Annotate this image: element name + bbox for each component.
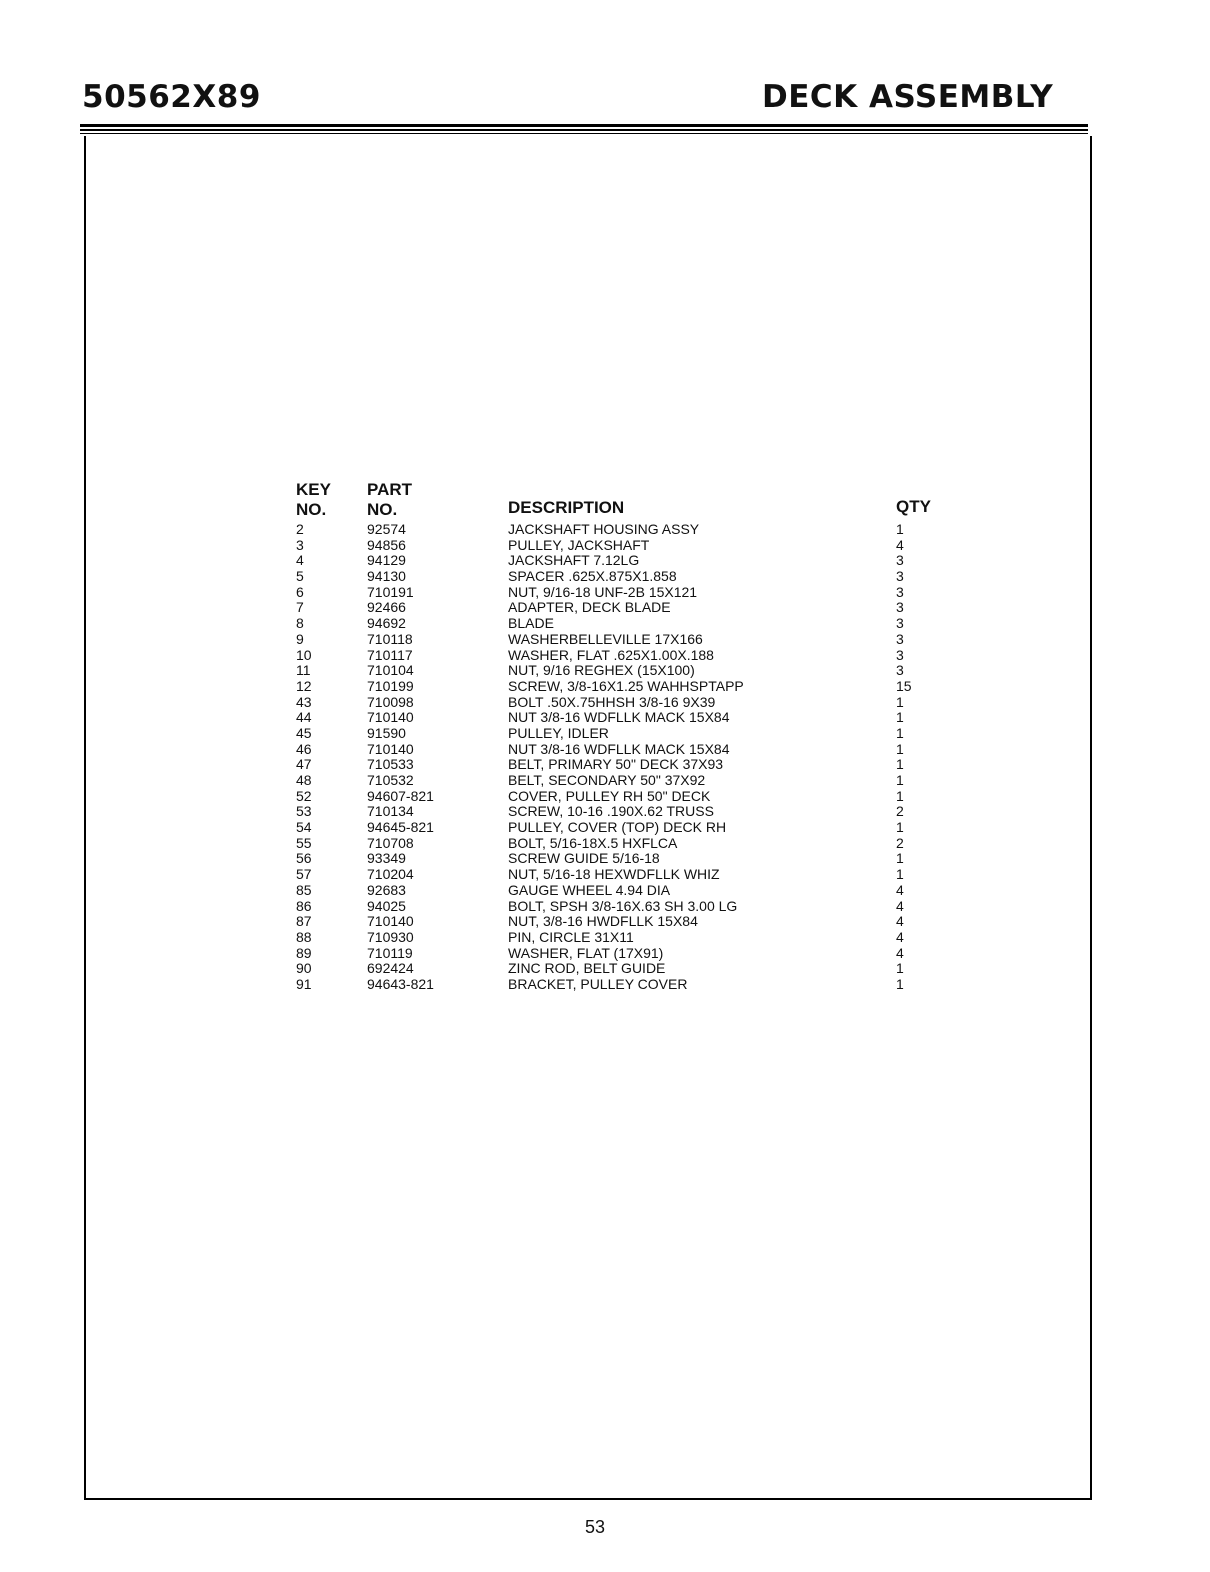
description-cell: COVER, PULLEY RH 50" DECK xyxy=(508,787,711,804)
key-cell: 56 xyxy=(296,850,312,867)
qty-cell: 1 xyxy=(896,756,904,773)
key-cell: 88 xyxy=(296,928,312,945)
table-row xyxy=(296,726,936,742)
qty-cell: 4 xyxy=(896,913,904,930)
key-cell: 3 xyxy=(296,536,304,553)
key-cell: 87 xyxy=(296,913,312,930)
part-number-cell: 710118 xyxy=(367,630,413,647)
part-number-cell: 92466 xyxy=(367,599,406,616)
qty-cell: 15 xyxy=(896,677,912,694)
key-header-line2: NO. xyxy=(296,500,327,519)
part-number-cell: 692424 xyxy=(367,960,414,977)
table-body xyxy=(296,522,936,993)
qty-cell: 3 xyxy=(896,568,904,585)
part-number-cell: 92683 xyxy=(367,881,406,898)
qty-cell: 3 xyxy=(896,630,904,647)
qty-cell: 1 xyxy=(896,975,904,992)
key-cell: 12 xyxy=(296,677,312,694)
table-row xyxy=(296,553,936,569)
description-cell: ZINC ROD, BELT GUIDE xyxy=(508,960,666,977)
table-row xyxy=(296,773,936,789)
part-number-cell: 710199 xyxy=(367,677,414,694)
part-number-cell: 94856 xyxy=(367,536,406,553)
part-number-cell: 710533 xyxy=(367,756,414,773)
qty-header: QTY xyxy=(896,497,931,516)
description-cell: BRACKET, PULLEY COVER xyxy=(508,975,688,992)
model-number: 50562X89 xyxy=(82,79,261,115)
part-number-cell: 94129 xyxy=(367,552,406,569)
qty-cell: 1 xyxy=(896,740,904,757)
table-row xyxy=(296,899,936,915)
part-number-cell: 94130 xyxy=(367,568,406,585)
description-cell: PIN, CIRCLE 31X11 xyxy=(508,928,634,945)
qty-cell: 3 xyxy=(896,583,904,600)
qty-cell: 3 xyxy=(896,599,904,616)
qty-cell: 3 xyxy=(896,646,904,663)
description-cell: BELT, PRIMARY 50" DECK 37X93 xyxy=(508,756,724,773)
table-row xyxy=(296,851,936,867)
description-cell: BLADE xyxy=(508,615,554,632)
table-row xyxy=(296,538,936,554)
description-cell: NUT 3/8-16 WDFLLK MACK 15X84 xyxy=(508,740,730,757)
key-cell: 54 xyxy=(296,819,312,836)
description-cell: WASHERBELLEVILLE 17X166 xyxy=(508,630,703,647)
part-number-cell: 92574 xyxy=(367,521,406,537)
part-number-cell: 710098 xyxy=(367,693,414,710)
description-cell: WASHER, FLAT .625X1.00X.188 xyxy=(508,646,714,663)
description-cell: NUT, 9/16-18 UNF-2B 15X121 xyxy=(508,583,698,600)
key-cell: 48 xyxy=(296,772,312,788)
key-cell: 57 xyxy=(296,866,312,883)
part-number-cell: 94025 xyxy=(367,897,406,914)
qty-cell: 1 xyxy=(896,772,904,788)
key-cell: 86 xyxy=(296,897,312,914)
table-row xyxy=(296,648,936,664)
part-number-cell: 94607-821 xyxy=(367,787,434,804)
key-cell: 55 xyxy=(296,834,312,851)
description-cell: SCREW, 3/8-16X1.25 WAHHSPTAPP xyxy=(508,677,744,694)
part-number-cell: 710191 xyxy=(367,583,414,600)
key-cell: 43 xyxy=(296,693,312,710)
qty-cell: 2 xyxy=(896,834,904,851)
description-cell: PULLEY, JACKSHAFT xyxy=(508,536,650,553)
table-row xyxy=(296,616,936,632)
qty-cell: 3 xyxy=(896,662,904,679)
part-number-cell: 710708 xyxy=(367,834,414,851)
description-cell: SPACER .625X.875X1.858 xyxy=(508,568,677,585)
part-number-cell: 710532 xyxy=(367,772,414,788)
key-cell: 46 xyxy=(296,740,312,757)
qty-cell: 3 xyxy=(896,552,904,569)
part-number-cell: 94643-821 xyxy=(367,975,434,992)
table-row xyxy=(296,757,936,773)
description-cell: BELT, SECONDARY 50" 37X92 xyxy=(508,772,706,788)
description-cell: NUT 3/8-16 WDFLLK MACK 15X84 xyxy=(508,709,730,726)
part-number-cell: 710104 xyxy=(367,662,414,679)
description-cell: NUT, 9/16 REGHEX (15X100) xyxy=(508,662,695,679)
description-cell: WASHER, FLAT (17X91) xyxy=(508,944,664,961)
part-header-line2: NO. xyxy=(367,500,398,519)
qty-cell: 1 xyxy=(896,866,904,883)
part-number-cell: 710134 xyxy=(367,803,414,820)
part-number-cell: 710140 xyxy=(367,740,414,757)
description-cell: BOLT .50X.75HHSH 3/8-16 9X39 xyxy=(508,693,716,710)
key-cell: 2 xyxy=(296,521,304,537)
part-number-cell: 94645-821 xyxy=(367,819,434,836)
qty-cell: 4 xyxy=(896,944,904,961)
part-header-line1: PART xyxy=(367,480,413,499)
key-cell: 90 xyxy=(296,960,312,977)
key-cell: 5 xyxy=(296,568,304,585)
description-cell: PULLEY, COVER (TOP) DECK RH xyxy=(508,819,727,836)
description-cell: SCREW GUIDE 5/16-18 xyxy=(508,850,660,867)
qty-cell: 1 xyxy=(896,787,904,804)
description-cell: JACKSHAFT 7.12LG xyxy=(508,552,640,569)
header-rule xyxy=(80,133,1088,134)
description-cell: NUT, 3/8-16 HWDFLLK 15X84 xyxy=(508,913,698,930)
key-cell: 8 xyxy=(296,615,304,632)
key-cell: 11 xyxy=(296,662,311,679)
part-number-cell: 93349 xyxy=(367,850,406,867)
qty-cell: 4 xyxy=(896,897,904,914)
table-row xyxy=(296,914,936,930)
qty-cell: 1 xyxy=(896,850,904,867)
key-cell: 10 xyxy=(296,646,312,663)
key-header-line1: KEY xyxy=(296,480,331,499)
key-cell: 9 xyxy=(296,630,304,647)
key-cell: 52 xyxy=(296,787,312,804)
key-cell: 53 xyxy=(296,803,312,820)
table-row xyxy=(296,679,936,695)
part-number-cell: 710140 xyxy=(367,913,414,930)
key-cell: 6 xyxy=(296,583,304,600)
table-row xyxy=(296,961,936,977)
table-row xyxy=(296,522,936,538)
qty-cell: 1 xyxy=(896,960,904,977)
table-row xyxy=(296,632,936,648)
qty-cell: 1 xyxy=(896,709,904,726)
key-cell: 45 xyxy=(296,724,312,741)
header-rule xyxy=(80,129,1088,131)
part-number-cell: 710930 xyxy=(367,928,414,945)
part-number-cell: 91590 xyxy=(367,724,406,741)
key-cell: 47 xyxy=(296,756,312,773)
table-row xyxy=(296,883,936,899)
description-cell: JACKSHAFT HOUSING ASSY xyxy=(508,521,700,537)
table-row xyxy=(296,585,936,601)
description-header: DESCRIPTION xyxy=(508,498,625,517)
table-row xyxy=(296,836,936,852)
qty-cell: 1 xyxy=(896,819,904,836)
part-number-cell: 710117 xyxy=(367,646,413,663)
qty-cell: 1 xyxy=(896,521,904,537)
description-cell: GAUGE WHEEL 4.94 DIA xyxy=(508,881,671,898)
table-row xyxy=(296,663,936,679)
table-row xyxy=(296,710,936,726)
description-cell: NUT, 5/16-18 HEXWDFLLK WHIZ xyxy=(508,866,720,883)
qty-cell: 4 xyxy=(896,928,904,945)
qty-cell: 4 xyxy=(896,881,904,898)
description-cell: PULLEY, IDLER xyxy=(508,724,609,741)
table-row xyxy=(296,804,936,820)
header-rule xyxy=(80,124,1088,127)
description-cell: ADAPTER, DECK BLADE xyxy=(508,599,671,616)
table-row xyxy=(296,930,936,946)
table-row xyxy=(296,820,936,836)
table-row xyxy=(296,946,936,962)
qty-cell: 2 xyxy=(896,803,904,820)
table-row xyxy=(296,867,936,883)
key-cell: 7 xyxy=(296,599,304,616)
part-number-cell: 710140 xyxy=(367,709,414,726)
table-row xyxy=(296,600,936,616)
page-number: 53 xyxy=(584,1517,606,1537)
part-number-cell: 94692 xyxy=(367,615,406,632)
part-number-cell: 710204 xyxy=(367,866,414,883)
key-cell: 44 xyxy=(296,709,312,726)
table-row xyxy=(296,569,936,585)
section-title: DECK ASSEMBLY xyxy=(762,79,1054,115)
qty-cell: 4 xyxy=(896,536,904,553)
key-cell: 4 xyxy=(296,552,304,569)
key-cell: 89 xyxy=(296,944,312,961)
description-cell: BOLT, SPSH 3/8-16X.63 SH 3.00 LG xyxy=(508,897,738,914)
part-number-cell: 710119 xyxy=(367,944,413,961)
description-cell: BOLT, 5/16-18X.5 HXFLCA xyxy=(508,834,678,851)
qty-cell: 3 xyxy=(896,615,904,632)
key-cell: 85 xyxy=(296,881,312,898)
table-row xyxy=(296,977,936,993)
table-row xyxy=(296,789,936,805)
table-row xyxy=(296,695,936,711)
qty-cell: 1 xyxy=(896,693,904,710)
key-cell: 91 xyxy=(296,975,312,992)
table-row xyxy=(296,742,936,758)
qty-cell: 1 xyxy=(896,724,904,741)
description-cell: SCREW, 10-16 .190X.62 TRUSS xyxy=(508,803,714,820)
